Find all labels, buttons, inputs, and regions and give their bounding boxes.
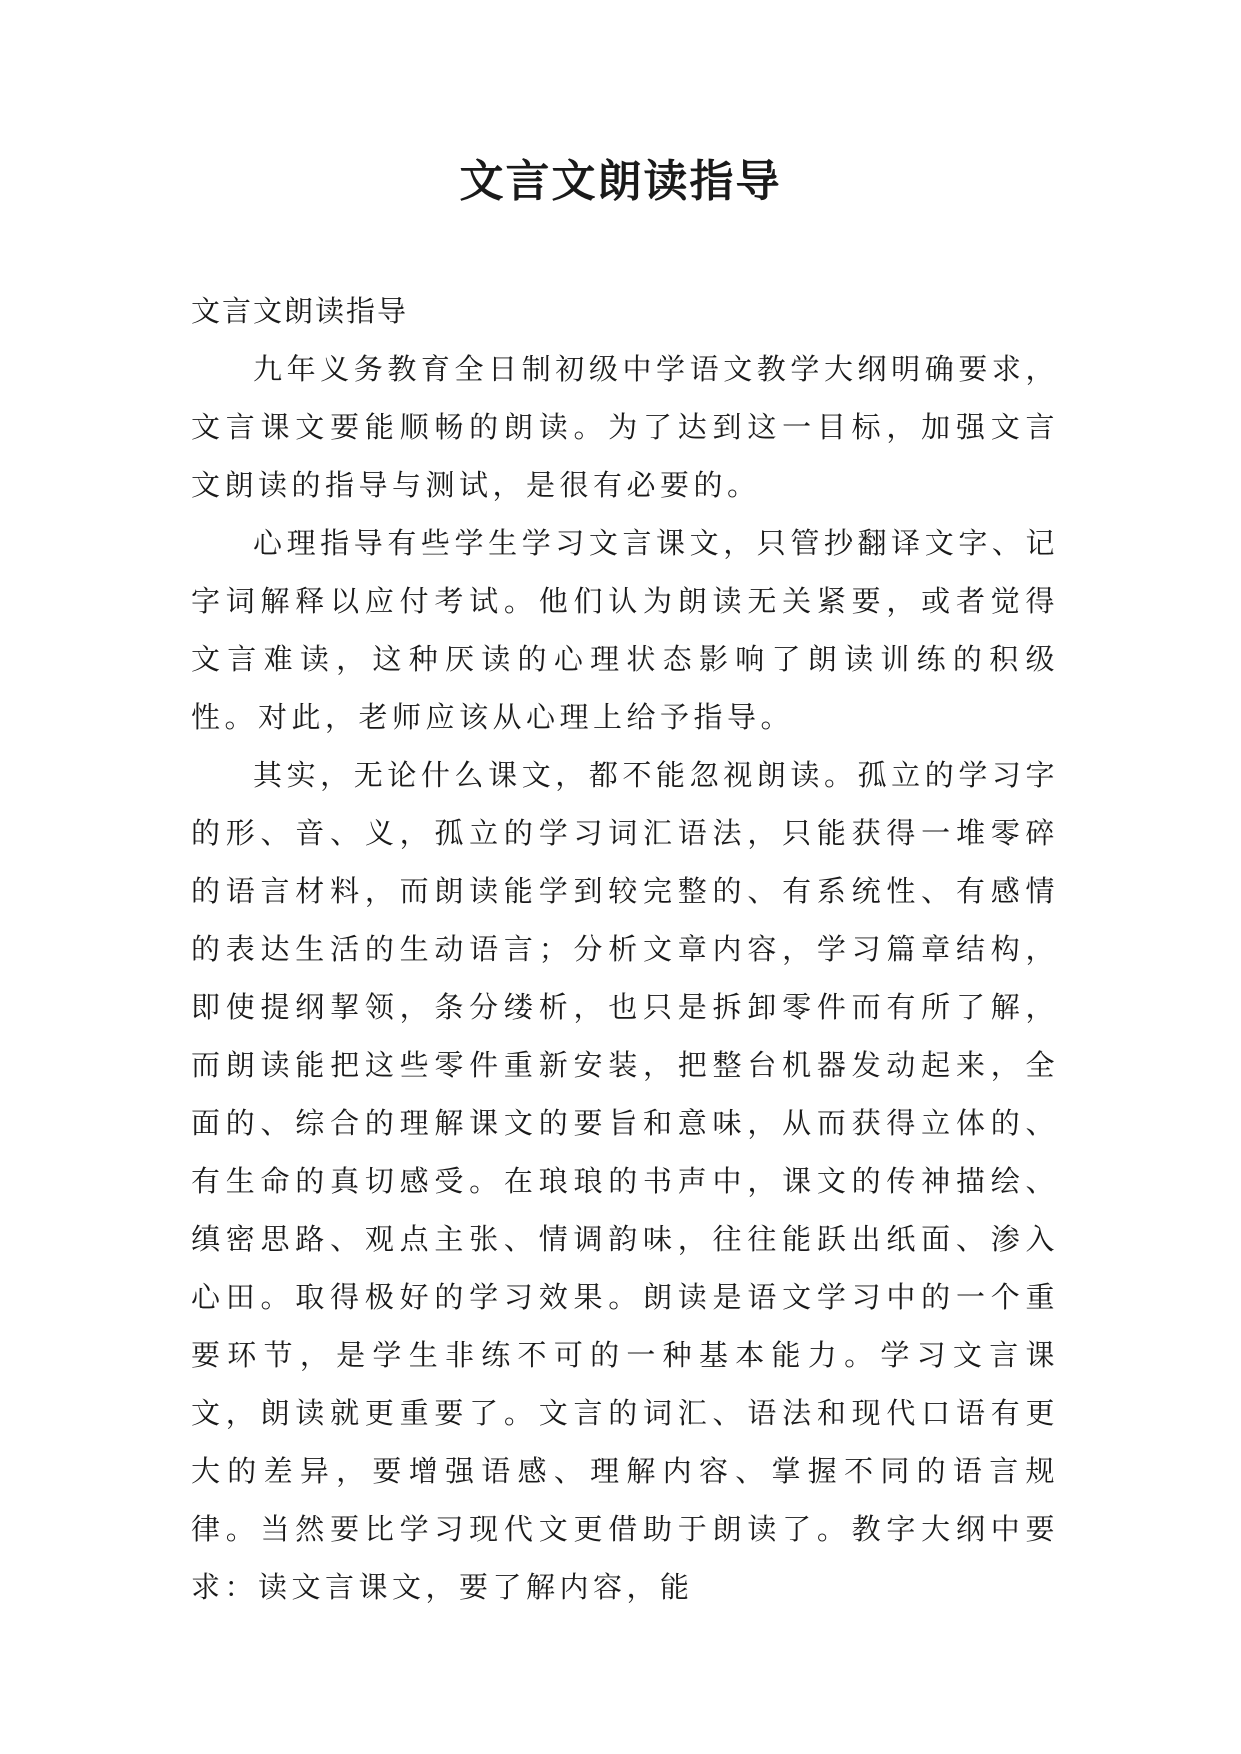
paragraph-3: 其实，无论什么课文，都不能忽视朗读。孤立的学习字的形、音、义，孤立的学习词汇语法，只能获得一堆零碎的语言材料，而朗读能学到较完整的、有系统性、有感情的表达生活的生动语言；分析文章内容，学习篇章结构，即使提纲挈领，条分缕析，也只是拆卸零件而有所了解，而朗读能把这些零件重新安装，把整台机器发动起来，全面的、综合的理解课文的要旨和意味，从而获得立体的、有生命的真切感受。在琅琅的书声中，课文的传神描绘、缜密思路、观点主张、情调韵味，往往能跃出纸面、渗入心田。取得极好的学习效果。朗读是语文学习中的一个重要环节，是学生非练不可的一种基本能力。学习文言课文，朗读就更重要了。文言的词汇、语法和现代口语有更大的差异，要增强语感、理解内容、掌握不同的语言规律。当然要比学习现代文更借助于朗读了。教字大纲中要求：读文言课文，要了解内容，能 bbox=[191, 758, 1059, 1604]
document-title: 文言文朗读指导 bbox=[459, 156, 782, 207]
paragraph-1: 九年义务教育全日制初级中学语文教学大纲明确要求，文言课文要能顺畅的朗读。为了达到这一目标，加强文言文朗读的指导与测试，是很有必要的。 bbox=[191, 352, 1059, 502]
document-body bbox=[191, 282, 1059, 1616]
document-subtitle: 文言文朗读指导 bbox=[191, 294, 409, 328]
paragraph-2: 心理指导有些学生学习文言课文，只管抄翻译文字、记字词解释以应付考试。他们认为朗读无关紧要，或者觉得文言难读，这种厌读的心理状态影响了朗读训练的积级性。对此，老师应该从心理上给予指导。 bbox=[191, 526, 1059, 734]
